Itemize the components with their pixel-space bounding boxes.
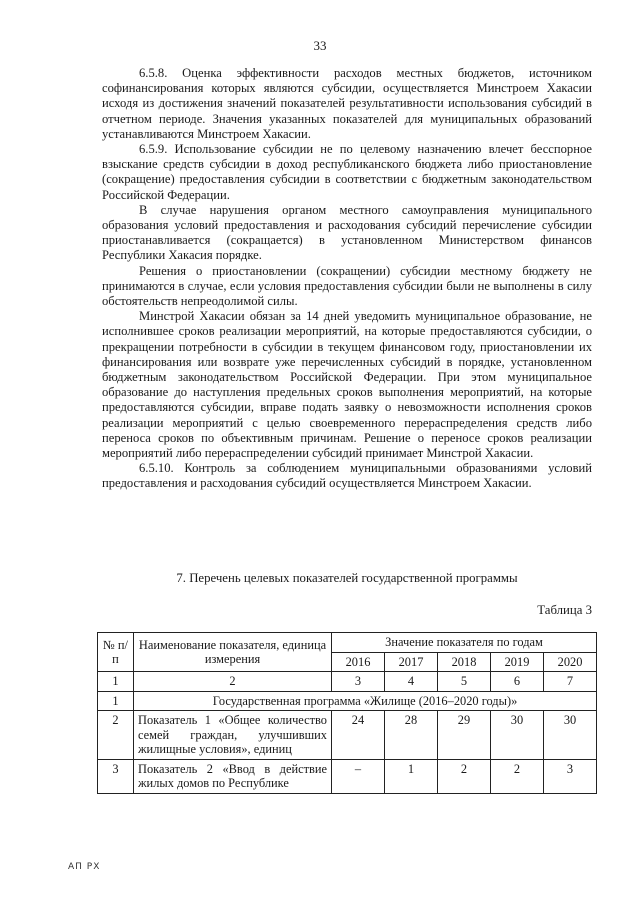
section-heading: 7. Перечень целевых показателей государственной программы <box>176 571 518 585</box>
indicator-name: Показатель 1 «Общее количество семей граждан, улучшивших жилищные условия», единиц <box>134 711 332 760</box>
column-number: 6 <box>491 672 544 692</box>
paragraph-6-5-9: 6.5.9. Использование субсидии не по целевому назначению влечет бесспорное взыскание средств субсидии в доход республиканского бюджета либо приостановление (сокращение) предоставления субсидии в соответствии с бюджетным законодательством Российской Федерации. <box>102 142 592 202</box>
header-year: 2020 <box>544 652 597 672</box>
target-indicators-table <box>97 632 597 794</box>
indicator-value: 30 <box>544 711 597 760</box>
indicator-value: 3 <box>544 759 597 793</box>
column-number: 2 <box>134 672 332 692</box>
paragraph-violation: В случае нарушения органом местного самоуправления муниципального образования условий предоставления и расходования субсидий перечисление субсидии приостанавливается (сокращается) в установленном Министерством финансов Республики Хакасия порядке. <box>102 202 592 263</box>
table-header-row <box>98 633 597 653</box>
row-num: 2 <box>98 711 134 760</box>
indicator-value: 24 <box>332 711 385 760</box>
paragraph-6-5-8: 6.5.8. Оценка эффективности расходов местных бюджетов, источником софинансирования которых являются субсидии, осуществляется Минстроем Хакасии исходя из достижения значений показателей результативности использования субсидий в отчетном периоде. Значения указанных показателей для муниципальных образований устанавливаются Минстроем Хакасии. <box>102 66 592 141</box>
row-num: 3 <box>98 759 134 793</box>
table-row <box>98 711 597 760</box>
paragraph-6-5-10: 6.5.10. Контроль за соблюдением муниципальными образованиями условий предоставления и расходования субсидий осуществляется Минстроем Хакасии. <box>102 461 592 491</box>
header-year: 2018 <box>438 652 491 672</box>
column-number: 5 <box>438 672 491 692</box>
header-year: 2016 <box>332 652 385 672</box>
program-row <box>98 691 597 711</box>
paragraph-notification: Минстрой Хакасии обязан за 14 дней уведомить муниципальное образование, не исполнившее сроков реализации мероприятий, на которые предоставляются субсидии, о прекращении потребности в субсидии в текущем финансовом году, приостановлении их финансирования или возврате уже перечисленных субсидий в порядке, установленном бюджетным законодательством Российской Федерации. При этом муниципальное образование до наступления предельных сроков выполнения мероприятий, на которые предоставляются субсидии, вправе подать заявку о невозможности исполнения сроков реализации мероприятий с целью своевременного перераспределения средств либо переноса сроков по объективным причинам. Решение о переносе сроков реализации мероприятий либо перераспределении субсидий принимает Минстрой Хакасии. <box>102 309 592 461</box>
indicator-value: – <box>332 759 385 793</box>
page-number: 33 <box>313 38 327 53</box>
indicator-value: 28 <box>385 711 438 760</box>
indicator-value: 30 <box>491 711 544 760</box>
header-year: 2019 <box>491 652 544 672</box>
header-year: 2017 <box>385 652 438 672</box>
row-num: 1 <box>98 691 134 711</box>
column-number: 1 <box>98 672 134 692</box>
indicator-value: 2 <box>491 759 544 793</box>
header-indicator-name: Наименование показателя, единица измерения <box>134 633 332 672</box>
column-number: 4 <box>385 672 438 692</box>
column-number: 3 <box>332 672 385 692</box>
indicator-value: 2 <box>438 759 491 793</box>
indicator-name: Показатель 2 «Ввод в действие жилых домов по Республике <box>134 759 332 793</box>
table-caption: Таблица 3 <box>537 603 592 617</box>
indicator-value: 29 <box>438 711 491 760</box>
header-values-group: Значение показателя по годам <box>332 633 597 653</box>
program-title: Государственная программа «Жилище (2016–2020 годы)» <box>134 691 597 711</box>
table-row <box>98 759 597 793</box>
footer-stamp: АП РХ <box>68 862 101 872</box>
column-number: 7 <box>544 672 597 692</box>
document-body <box>102 66 592 492</box>
column-number-row <box>98 672 597 692</box>
header-num: № п/п <box>98 633 134 672</box>
indicator-value: 1 <box>385 759 438 793</box>
paragraph-suspension-decision: Решения о приостановлении (сокращении) субсидии местному бюджету не принимаются в случае, если условия предоставления субсидии были не выполнены в силу обстоятельств непреодолимой силы. <box>102 263 592 309</box>
